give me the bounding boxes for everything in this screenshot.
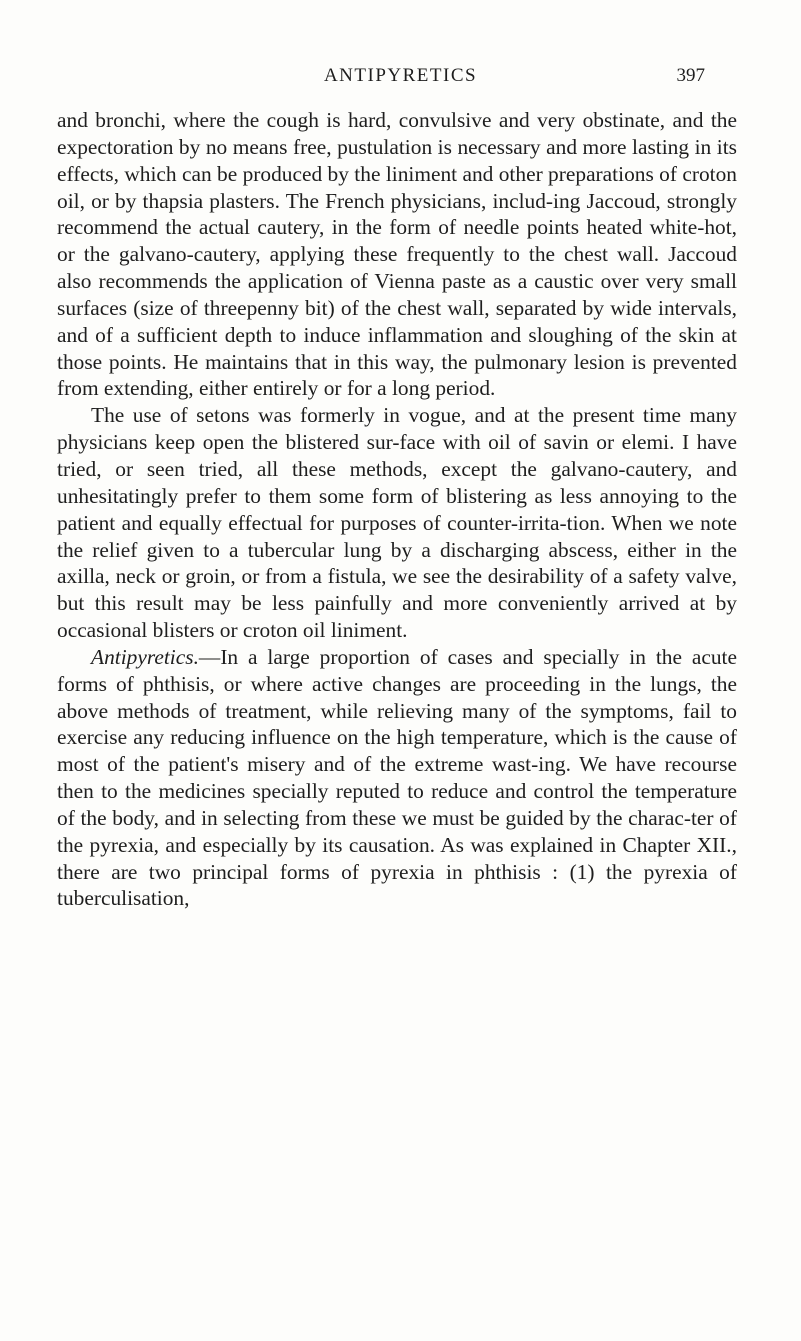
page-number: 397 xyxy=(676,65,705,86)
running-head xyxy=(0,62,801,90)
paragraph-counter-irritation-methods: and bronchi, where the cough is hard, convulsive and very obstinate, and the expectoration by no means free, pustulation is necessary and more lasting in its effects, which can be produced by the liniment and other preparations of croton oil, or by thapsia plasters. The French physicians, includ-ing Jaccoud, strongly recommend the actual cautery, in the form of needle points heated white-hot, or the galvano-cautery, applying these frequently to the chest wall. Jaccoud also recommends the application of Vienna paste as a caustic over very small surfaces (size of threepenny bit) of the chest wall, separated by wide intervals, and of a sufficient depth to induce inflammation and sloughing of the skin at those points. He maintains that in this way, the pulmonary lesion is prevented from extending, either entirely or for a long period. xyxy=(57,108,737,401)
section-heading-antipyretics: Antipyretics. xyxy=(91,644,199,669)
paragraph-antipyretics-text: —In a large proportion of cases and specially in the acute forms of phthisis, or where active changes are proceeding in the lungs, the above methods of treatment, while relieving many of the symptoms, fail to exercise any reducing influence on the high temperature, which is the cause of most of the patient's misery and of the extreme wast-ing. We have recourse then to the medicines specially reputed to reduce and control the temperature of the body, and in selecting from these we must be guided by the charac-ter of the pyrexia, and especially by its causation. As was explained in Chapter XII., there are two principal forms of pyrexia in phthisis : (1) the pyrexia of tuberculisation, xyxy=(57,644,737,911)
paragraph-setons: The use of setons was formerly in vogue, and at the present time many physicians keep open the blistered sur-face with oil of savin or elemi. I have tried, or seen tried, all these methods, except the galvano-cautery, and unhesitatingly prefer to them some form of blistering as less annoying to the patient and equally effectual for purposes of counter-irrita-tion. When we note the relief given to a tubercular lung by a discharging abscess, either in the axilla, neck or groin, or from a fistula, we see the desirability of a safety valve, but this result may be less painfully and more conveniently arrived at by occasional blisters or croton oil liniment. xyxy=(57,403,737,643)
running-title: ANTIPYRETICS xyxy=(323,65,478,86)
body-text xyxy=(57,107,737,912)
paragraph-antipyretics xyxy=(57,644,737,912)
